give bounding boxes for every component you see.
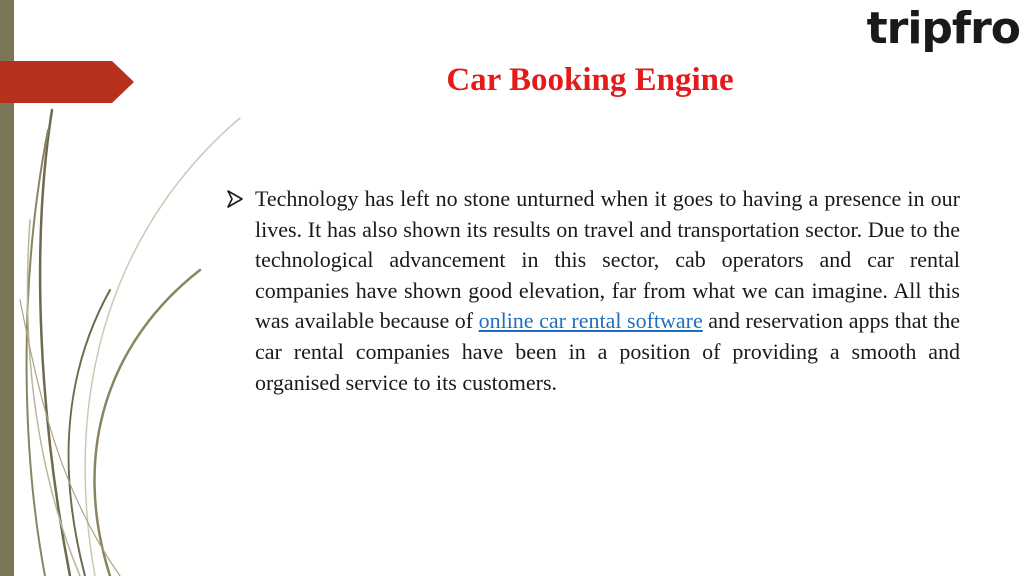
page-title: Car Booking Engine — [446, 62, 734, 98]
online-car-rental-software-link[interactable]: online car rental software — [478, 308, 703, 334]
bullet-paragraph — [255, 184, 960, 398]
tripfro-logo: tripfro — [866, 3, 1020, 54]
red-arrow-banner-icon — [0, 61, 134, 103]
paragraph-text-after-link: and reservation apps that the car rental companies have been in a position of providing a smooth and organised service to its customers. — [255, 308, 960, 395]
bullet-item — [226, 184, 960, 398]
paragraph-text-before-link: Technology has left no stone unturned when it goes to having a presence in our lives. It has also shown its results on travel and transportation sector. Due to the technological advancement in this sector, cab operators and car rental companies have shown good elevation, far from what we can imagine. All this was available because of — [255, 186, 960, 334]
arrow-bullet-icon — [226, 190, 244, 208]
